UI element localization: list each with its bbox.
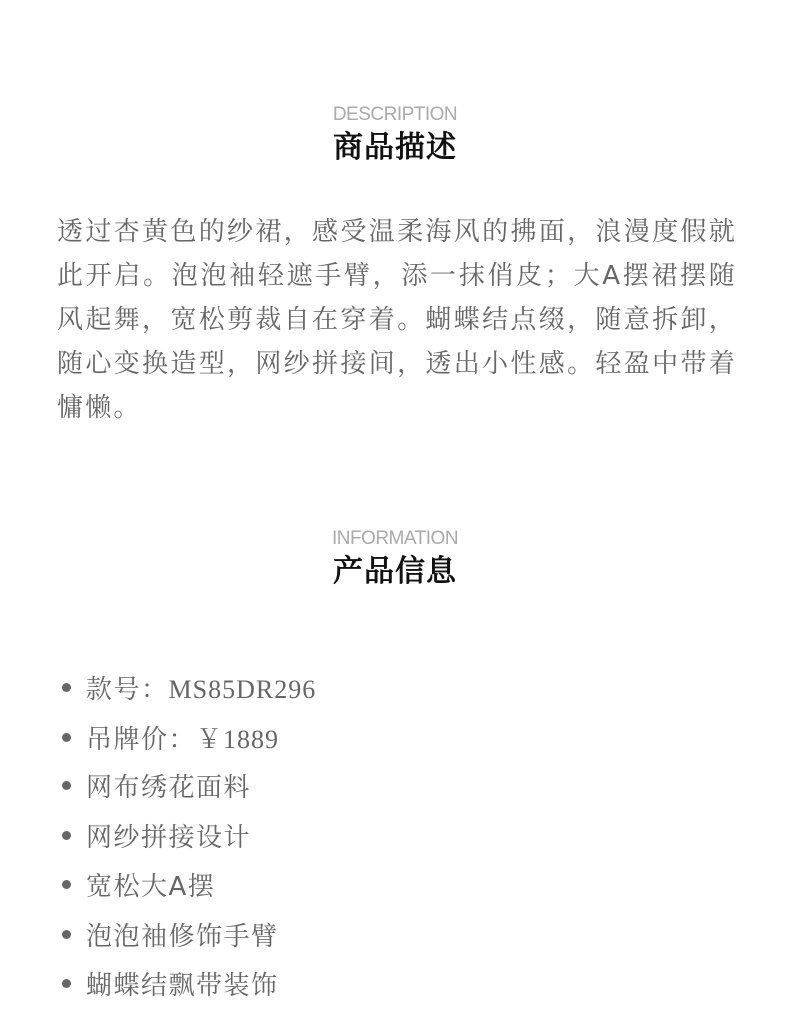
info-item-label: 宽松大A摆 xyxy=(86,872,216,902)
information-list xyxy=(62,665,316,1012)
bullet-icon xyxy=(62,930,71,939)
bullet-icon xyxy=(62,781,71,790)
information-heading: 产品信息 xyxy=(333,554,457,589)
info-item-label: 泡泡袖修饰手臂 xyxy=(86,921,279,952)
info-item-bow-ribbon xyxy=(62,962,316,1012)
info-item-label: 网纱拼接设计 xyxy=(86,822,252,853)
description-heading: 商品描述 xyxy=(333,130,457,165)
description-heading-en: DESCRIPTION xyxy=(332,104,458,125)
info-item-tag-price xyxy=(62,715,316,765)
info-item-a-line-hem xyxy=(62,863,316,913)
info-item-value: ￥1889 xyxy=(196,724,280,754)
info-item-label: 蝴蝶结飘带装饰 xyxy=(86,971,279,1001)
info-item-mesh-design xyxy=(62,814,316,864)
bullet-icon xyxy=(62,831,71,840)
info-item-label: 网布绣花面料 xyxy=(86,773,252,803)
info-item-puff-sleeves xyxy=(62,913,316,963)
bullet-icon xyxy=(62,979,71,988)
description-body: 透过杏黄色的纱裙，感受温柔海风的拂面，浪漫度假就此开启。泡泡袖轻遮手臂，添一抹俏皮；大A摆裙摆随风起舞，宽松剪裁自在穿着。蝴蝶结点缀，随意拆卸，随心变换造型，网纱拼接间，透出小性感。轻盈中带着慵懒。 xyxy=(57,217,737,423)
info-item-label: 吊牌价： xyxy=(86,724,197,755)
information-heading-en: INFORMATION xyxy=(331,528,459,549)
info-item-label: 款号： xyxy=(86,675,169,705)
info-item-value: MS85DR296 xyxy=(168,675,317,704)
info-item-fabric xyxy=(62,764,316,814)
bullet-icon xyxy=(62,880,71,889)
bullet-icon xyxy=(62,733,71,742)
bullet-icon xyxy=(62,683,71,692)
info-item-style-number xyxy=(62,665,316,715)
